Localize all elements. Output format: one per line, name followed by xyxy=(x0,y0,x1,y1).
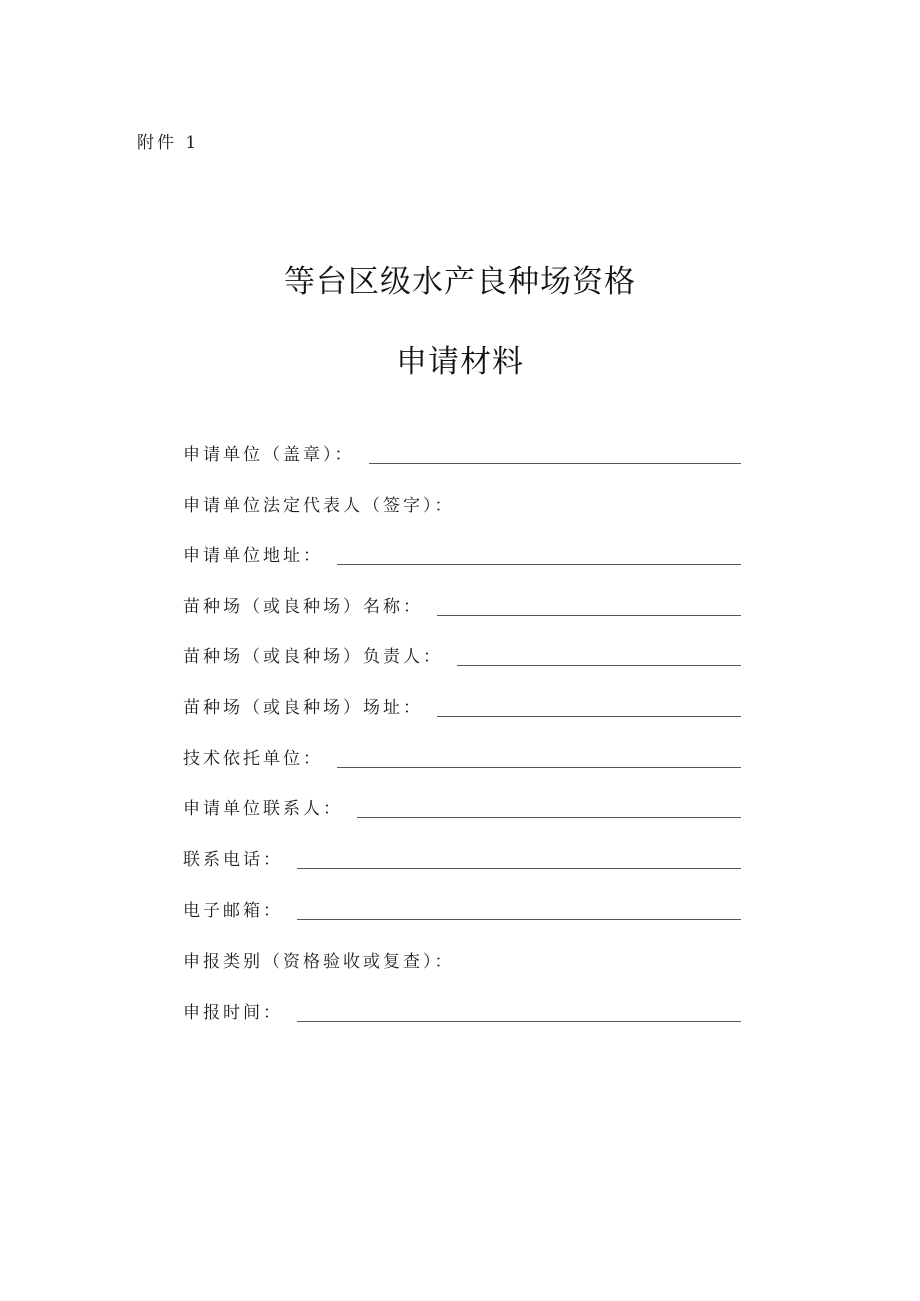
form-row-contact-person xyxy=(183,790,741,820)
applicant-address-label: 申请单位地址： xyxy=(183,546,323,566)
contact-person-label: 申请单位联系人： xyxy=(183,799,343,819)
category-label: 申报类别（资格验收或复查）： xyxy=(183,952,455,972)
applicant-unit-field[interactable] xyxy=(369,443,742,464)
form-row-category xyxy=(183,943,741,973)
contact-person-field[interactable] xyxy=(357,797,741,818)
applicant-unit-label: 申请单位（盖章）： xyxy=(183,445,355,465)
form-row-tech-support xyxy=(183,740,741,770)
tech-support-field[interactable] xyxy=(337,747,741,768)
email-label: 电子邮箱： xyxy=(183,901,283,921)
document-title: 等台区级水产良种场资格 xyxy=(284,264,636,300)
form-row-farm-manager xyxy=(183,638,741,668)
farm-site-label: 苗种场（或良种场）场址： xyxy=(183,698,423,718)
form-row-phone xyxy=(183,841,741,871)
attachment-label: 附件 1 xyxy=(137,133,200,153)
form-row-email xyxy=(183,892,741,922)
farm-name-field[interactable] xyxy=(437,595,741,616)
date-field[interactable] xyxy=(297,1001,741,1022)
phone-label: 联系电话： xyxy=(183,850,283,870)
email-field[interactable] xyxy=(297,899,741,920)
farm-name-label: 苗种场（或良种场）名称： xyxy=(183,597,423,617)
farm-manager-label: 苗种场（或良种场）负责人： xyxy=(183,647,443,667)
legal-rep-label: 申请单位法定代表人（签字）： xyxy=(183,496,455,516)
form-row-farm-site xyxy=(183,689,741,719)
phone-field[interactable] xyxy=(297,848,741,869)
applicant-address-field[interactable] xyxy=(337,544,741,565)
tech-support-label: 技术依托单位： xyxy=(183,749,323,769)
document-subtitle: 申请材料 xyxy=(396,344,524,380)
form-row-date xyxy=(183,994,741,1024)
form-row-farm-name xyxy=(183,588,741,618)
date-label: 申报时间： xyxy=(183,1003,283,1023)
form-row-legal-rep xyxy=(183,487,741,517)
farm-site-field[interactable] xyxy=(437,696,741,717)
form-row-applicant-address xyxy=(183,537,741,567)
farm-manager-field[interactable] xyxy=(457,645,741,666)
form-row-applicant-unit xyxy=(183,436,741,466)
